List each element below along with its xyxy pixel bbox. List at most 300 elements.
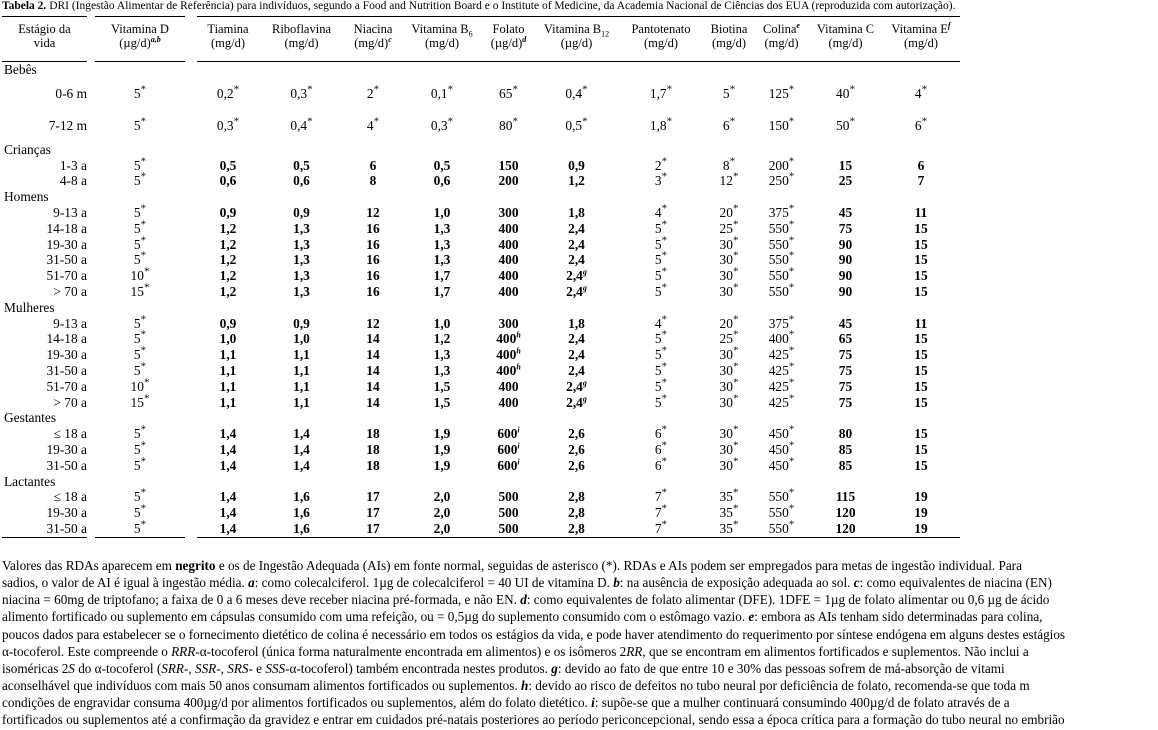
stage-cell: 51-70 a	[46, 268, 87, 284]
header-folate: Folato $(\mu g/d)^d$	[482, 17, 535, 62]
value-cell: 0,1*	[430, 83, 454, 101]
group-label: Crianças	[4, 141, 51, 157]
value-cell: 0,4*	[290, 115, 313, 133]
value-cell: 30*	[719, 439, 739, 457]
value-cell: 500	[498, 505, 519, 521]
ai-asterisk: *	[732, 360, 739, 373]
value-cell: 1,3	[433, 220, 451, 236]
ai-asterisk: *	[140, 83, 147, 96]
value-cell: 600$^i$	[497, 457, 520, 473]
ai-asterisk: *	[512, 115, 518, 128]
stage-cell: > 70 a	[53, 394, 87, 410]
value-cell: 85	[838, 441, 853, 457]
footnote-marker: g	[582, 378, 587, 388]
stage-cell: ≤ 18 a	[53, 489, 87, 505]
value-cell: 375*	[768, 202, 795, 220]
value-cell: 2,0	[433, 505, 451, 521]
value-cell: 1,6	[259, 521, 344, 537]
value-cell: 550*	[768, 502, 795, 521]
ai-asterisk: *	[732, 328, 739, 341]
stage-cell: ≤ 18 a	[53, 426, 87, 442]
value-cell: 550*	[768, 281, 795, 299]
ai-asterisk: *	[788, 155, 795, 168]
ai-asterisk: *	[447, 83, 454, 96]
value-cell: 120	[809, 521, 882, 537]
value-cell: 600$^i$	[497, 425, 520, 442]
ai-asterisk: *	[729, 83, 736, 96]
value-cell: 300	[498, 315, 519, 331]
value-cell: 4*	[654, 313, 668, 331]
ai-asterisk: *	[732, 202, 739, 215]
value-cell: 1,1	[293, 362, 310, 378]
ai-asterisk: *	[788, 328, 795, 341]
value-cell: 0,9	[219, 204, 237, 220]
value-cell: 1,7*	[649, 83, 673, 101]
ai-asterisk: *	[140, 218, 147, 231]
table-row	[2, 521, 960, 537]
value-cell: 15	[914, 457, 928, 473]
value-cell: 5*	[133, 234, 147, 252]
ai-asterisk: *	[140, 344, 147, 357]
value-cell: 18	[366, 457, 380, 473]
ai-asterisk: *	[373, 115, 380, 128]
footnote-line: sadios, o valor de AI é igual à ingestão média. a: como colecalciferol. 1µg de colecalciferol = 40 UI de vitamina D. b: na ausência de exposição adequada ao sol. c: como equivalentes de niacina (EN)	[2, 575, 1052, 591]
value-cell: 500	[498, 489, 519, 505]
value-cell: 5*	[133, 328, 147, 347]
value-cell: 1,3	[433, 236, 451, 252]
ai-asterisk: *	[582, 83, 588, 96]
value-cell: 17	[344, 521, 402, 537]
value-cell: 30*	[719, 344, 739, 363]
ai-asterisk: *	[661, 249, 668, 262]
ai-asterisk: *	[788, 502, 795, 515]
ai-asterisk: *	[788, 486, 795, 499]
value-cell: 200	[498, 173, 519, 189]
value-cell: 1,3	[433, 362, 451, 378]
value-cell: 5*	[654, 265, 668, 284]
ai-asterisk: *	[788, 281, 795, 294]
value-cell: 425*	[768, 360, 795, 378]
footnote-line: poucos dados para estabelecer se o fornecimento dietético de colina é necessário em todos os estágios da vida, e pode haver atendimento do requerimento por síntese endógena em alguns destes estágios	[2, 626, 1066, 642]
value-cell: 1,9	[433, 457, 451, 473]
header-vitamin-c: Vitamina C (mg/d)	[809, 17, 882, 62]
value-cell: 2,4$^g$	[566, 267, 587, 284]
ai-asterisk: *	[788, 170, 795, 183]
value-cell: 600$^i$	[497, 441, 520, 457]
ai-asterisk: *	[788, 265, 795, 278]
value-cell: 2,4$^g$	[566, 283, 587, 299]
ai-asterisk: *	[729, 115, 736, 128]
table-caption	[2, 0, 956, 12]
value-cell: 400$^h$	[496, 346, 521, 363]
value-cell: 5*	[654, 234, 668, 252]
value-cell: 0,3*	[430, 115, 454, 133]
ai-asterisk: *	[921, 115, 928, 128]
value-cell: 1,4	[219, 441, 237, 457]
stage-cell: 0-6 m	[55, 85, 87, 101]
value-cell: 1,2	[568, 173, 585, 189]
ai-asterisk: *	[661, 202, 668, 215]
footnote-marker: i	[517, 425, 520, 435]
value-cell: 1,6	[293, 505, 310, 521]
value-cell: 550*	[768, 265, 795, 284]
value-cell: 14	[366, 378, 380, 394]
value-cell: 15	[914, 441, 928, 457]
value-cell: 1,4	[219, 505, 237, 521]
stage-cell: 19-30 a	[46, 347, 87, 363]
value-cell: 5*	[654, 218, 668, 236]
value-cell: 1,2	[219, 236, 237, 252]
header-stage: Estágio da vida	[2, 17, 87, 62]
value-cell: 1,2	[433, 331, 451, 347]
ai-asterisk: *	[732, 344, 739, 357]
value-cell: 17	[366, 489, 380, 505]
value-cell: 500	[482, 521, 535, 537]
value-cell: 1,4	[293, 457, 310, 473]
value-cell: 1,4	[219, 489, 237, 505]
ai-asterisk: *	[788, 439, 795, 452]
value-cell: 11	[914, 204, 928, 220]
ai-asterisk: *	[233, 83, 240, 96]
value-cell: 30*	[719, 281, 739, 299]
value-cell: 400	[498, 220, 519, 236]
value-cell: 2,4$^g$	[566, 394, 587, 410]
ai-asterisk: *	[729, 155, 736, 168]
table-row	[2, 78, 960, 110]
ai-asterisk: *	[140, 486, 147, 499]
value-cell: 35*	[704, 521, 754, 537]
table-row	[2, 284, 960, 300]
value-cell: 1,8	[568, 204, 585, 220]
value-cell: 1,4	[197, 521, 259, 537]
value-cell: 5*	[133, 249, 147, 268]
value-cell: 5*	[133, 218, 147, 236]
value-cell: 0,9	[293, 204, 310, 220]
value-cell: 1,3	[293, 252, 310, 268]
value-cell: 1,9	[433, 441, 451, 457]
value-cell: 40*	[836, 83, 855, 101]
value-cell: 0,2*	[216, 83, 240, 101]
value-cell: 10*	[130, 265, 150, 284]
ai-asterisk: *	[666, 83, 673, 96]
value-cell: 0,3*	[216, 115, 240, 133]
value-cell: 400	[498, 378, 519, 394]
value-cell: 120	[835, 505, 856, 521]
value-cell: 1,5	[433, 394, 451, 410]
ai-asterisk: *	[661, 170, 668, 183]
value-cell: 15	[914, 378, 928, 394]
value-cell: 1,4	[219, 457, 237, 473]
value-cell: 4*	[914, 83, 928, 101]
ai-asterisk: *	[732, 249, 739, 262]
value-cell: 1,1	[219, 378, 237, 394]
stage-cell: 9-13 a	[53, 315, 87, 331]
value-cell: 2,8	[568, 489, 585, 505]
value-cell: 30*	[719, 376, 739, 394]
value-cell: 425*	[768, 344, 795, 363]
value-cell: 1,3	[293, 236, 310, 252]
ai-asterisk: *	[582, 115, 588, 128]
ai-asterisk: *	[661, 486, 668, 499]
ai-asterisk: *	[661, 439, 668, 452]
caption-text: DRI (Ingestão Alimentar de Referência) para indivíduos, segundo a Food and Nutrition Board e o Institute of Medicine, da Academia Nacional de Ciências dos EUA (reproduzida com autorização).	[46, 0, 956, 12]
ai-asterisk: *	[788, 202, 795, 215]
value-cell: 15	[914, 236, 928, 252]
value-cell: 30*	[719, 234, 739, 252]
header-row	[2, 17, 960, 62]
caption-label: Tabela 2.	[2, 0, 47, 12]
ai-asterisk: *	[233, 115, 240, 128]
stage-cell: 14-18 a	[46, 331, 87, 347]
value-cell: 80	[838, 426, 853, 442]
ai-asterisk: *	[732, 218, 739, 231]
stage-cell: 9-13 a	[53, 204, 87, 220]
value-cell: 1,0	[219, 331, 237, 347]
value-cell: 5*	[654, 328, 668, 347]
ai-asterisk: *	[143, 376, 150, 389]
value-cell: 2,4	[568, 236, 585, 252]
value-cell: 425*	[768, 392, 795, 410]
value-cell: 45	[838, 315, 853, 331]
value-cell: 5*	[722, 83, 736, 101]
header-thiamin: Tiamina (mg/d)	[197, 17, 259, 62]
value-cell: 0,5	[433, 157, 451, 173]
value-cell: 0,5	[219, 157, 237, 173]
stage-cell: 14-18 a	[46, 220, 87, 236]
value-cell: 75	[838, 362, 853, 378]
value-cell: 45	[838, 204, 853, 220]
value-cell: 2,8	[535, 521, 618, 537]
ai-asterisk: *	[140, 170, 147, 183]
value-cell: 5*	[133, 202, 147, 220]
value-cell: 6	[917, 157, 925, 173]
stage-cell: 31-50 a	[2, 521, 87, 537]
ai-asterisk: *	[661, 281, 668, 294]
value-cell: 15	[914, 252, 928, 268]
value-cell: 15	[914, 347, 928, 363]
value-cell: 19	[914, 489, 928, 505]
value-cell: 1,1	[293, 347, 310, 363]
value-cell: 5*	[133, 423, 147, 442]
header-choline: Colina$^e$ (mg/d)	[754, 17, 809, 62]
value-cell: 25*	[719, 328, 739, 347]
stage-cell: 31-50 a	[46, 362, 87, 378]
value-cell: 1,8*	[649, 115, 673, 133]
footnote-line: condições de engravidar consuma 400µg/d por alimentos fortificados ou suplementos, além do folato dietético. i: supõe-se que a mulher continuará consumindo 400µg/d de folato através de a	[2, 695, 1010, 711]
value-cell: 5*	[133, 502, 147, 521]
header-vitamin-b12: Vitamina $B_{12}$ (µg/d)	[535, 17, 618, 62]
value-cell: 125*	[768, 83, 795, 101]
value-cell: 4*	[366, 115, 380, 133]
value-cell: 16	[366, 236, 380, 252]
value-cell: 19	[882, 521, 960, 537]
value-cell: 75	[838, 347, 853, 363]
value-cell: 85	[838, 457, 853, 473]
footnote-marker: g	[582, 267, 587, 277]
ai-asterisk: *	[788, 115, 795, 128]
value-cell: 7*	[654, 502, 668, 521]
footnote-marker: h	[516, 346, 521, 356]
ai-asterisk: *	[788, 313, 795, 326]
ai-asterisk: *	[143, 265, 150, 278]
value-cell: 400*	[768, 328, 795, 347]
value-cell: 1,3	[293, 283, 310, 299]
value-cell: 6*	[654, 423, 668, 442]
value-cell: 5*	[133, 360, 147, 378]
value-cell: 15	[914, 268, 928, 284]
value-cell: 0,9	[568, 157, 585, 173]
table-row	[2, 395, 960, 411]
ai-asterisk: *	[140, 328, 147, 341]
value-cell: 550*	[768, 218, 795, 236]
value-cell: 400	[498, 252, 519, 268]
ai-asterisk: *	[661, 328, 668, 341]
value-cell: 0,6	[293, 173, 310, 189]
ai-asterisk: *	[788, 234, 795, 247]
ai-asterisk: *	[732, 234, 739, 247]
table-body	[2, 62, 960, 538]
stage-cell: 31-50 a	[46, 457, 87, 473]
value-cell: 7*	[654, 486, 668, 505]
value-cell: 1,3	[293, 268, 310, 284]
ai-asterisk: *	[512, 83, 518, 96]
dri-table	[2, 16, 960, 538]
value-cell: 20*	[719, 313, 739, 331]
ai-asterisk: *	[143, 281, 150, 294]
footnote-line: α-tocoferol. Este compreende o RRR-α-tocoferol (única forma naturalmente encontrada em alimentos) e os isômeros 2RR, que se encontram em alimentos fortificados e suplementos. Não inclui a	[2, 643, 1029, 659]
value-cell: 1,2	[219, 283, 237, 299]
value-cell: 2,6	[568, 441, 585, 457]
ai-asterisk: *	[732, 313, 739, 326]
value-cell: 7*	[618, 521, 704, 537]
value-cell: 1,2	[219, 268, 237, 284]
value-cell: 6*	[654, 439, 668, 457]
value-cell: 2,4	[568, 252, 585, 268]
value-cell: 5*	[133, 83, 147, 101]
value-cell: 550*	[754, 521, 809, 537]
ai-asterisk: *	[140, 313, 147, 326]
value-cell: 14	[366, 362, 380, 378]
ai-asterisk: *	[140, 155, 147, 168]
group-label: Gestantes	[4, 410, 57, 426]
ai-asterisk: *	[661, 218, 668, 231]
ai-asterisk: *	[140, 439, 147, 452]
value-cell: 15*	[130, 392, 150, 410]
value-cell: 15	[838, 157, 853, 173]
value-cell: 8	[369, 173, 377, 189]
ai-asterisk: *	[307, 83, 313, 96]
table-row	[2, 173, 960, 189]
ai-asterisk: *	[661, 376, 668, 389]
value-cell: 5*	[654, 344, 668, 363]
value-cell: 1,7	[433, 283, 451, 299]
ai-asterisk: *	[732, 518, 739, 531]
footnote-line: aconselhável que indivíduos com mais 50 anos consumam alimentos fortificados ou suplementos. h: devido ao risco de defeitos no tubo neural por deficiência de folato, recomenda-se que toda m	[2, 677, 1030, 693]
value-cell: 5*	[133, 170, 147, 189]
ai-asterisk: *	[732, 170, 739, 183]
ai-asterisk: *	[732, 455, 739, 468]
value-cell: 1,2	[219, 220, 237, 236]
stage-cell: 4-8 a	[59, 173, 87, 189]
ai-asterisk: *	[788, 376, 795, 389]
value-cell: 18	[366, 426, 380, 442]
ai-asterisk: *	[732, 265, 739, 278]
value-cell: 6	[369, 157, 377, 173]
value-cell: 12	[366, 315, 380, 331]
value-cell: 2,0	[433, 489, 451, 505]
ai-asterisk: *	[921, 83, 928, 96]
ai-asterisk: *	[732, 376, 739, 389]
value-cell: 16	[366, 220, 380, 236]
value-cell: 16	[366, 283, 380, 299]
value-cell: 12*	[719, 170, 739, 189]
value-cell: 15	[914, 426, 928, 442]
value-cell: 1,3	[433, 252, 451, 268]
stage-cell: 19-30 a	[46, 505, 87, 521]
group-label: Mulheres	[4, 299, 55, 315]
value-cell: 400$^h$	[496, 330, 521, 347]
value-cell: 25	[838, 173, 853, 189]
header-riboflavin: Riboflavina (mg/d)	[259, 17, 344, 62]
header-vitamin-d: Vitamina D $(\mu g/d)^{a,b}$	[95, 17, 185, 62]
ai-asterisk: *	[140, 115, 147, 128]
ai-asterisk: *	[140, 455, 147, 468]
value-cell: 17	[366, 505, 380, 521]
value-cell: 550*	[768, 486, 795, 505]
value-cell: 65	[838, 331, 853, 347]
value-cell: 14	[366, 394, 380, 410]
footnote-line: Valores das RDAs aparecem em negrito e os de Ingestão Adequada (AIs) em fonte normal, seguidas de asterisco (*). RDAs e AIs podem ser empregados para metas de ingestão individual. Para	[2, 558, 1022, 573]
value-cell: 0,5	[293, 157, 310, 173]
ai-asterisk: *	[661, 313, 668, 326]
value-cell: 30*	[719, 249, 739, 268]
value-cell: 3*	[654, 170, 668, 189]
ai-asterisk: *	[140, 423, 147, 436]
ai-asterisk: *	[732, 502, 739, 515]
footnote-marker: i	[517, 441, 520, 451]
value-cell: 2*	[366, 83, 380, 101]
value-cell: 375*	[768, 313, 795, 331]
value-cell: 1,3	[293, 220, 310, 236]
value-cell: 90	[838, 268, 853, 284]
value-cell: 5*	[133, 155, 147, 173]
ai-asterisk: *	[732, 281, 739, 294]
footnote-line: fortificados ou suplementos até a confirmação da gravidez e entrar em cuidados pré-natais posteriores ao período periconcepcional, sendo essa a época crítica para a formação do tubo neural no embrião	[2, 712, 1065, 728]
ai-asterisk: *	[788, 423, 795, 436]
value-cell: 15*	[130, 281, 150, 299]
value-cell: 15	[914, 394, 928, 410]
ai-asterisk: *	[661, 455, 668, 468]
ai-asterisk: *	[661, 344, 668, 357]
stage-cell: 51-70 a	[46, 378, 87, 394]
value-cell: 5*	[654, 376, 668, 394]
value-cell: 75	[838, 220, 853, 236]
value-cell: 1,0	[293, 331, 310, 347]
table-row	[2, 110, 960, 142]
ai-asterisk: *	[661, 392, 668, 405]
value-cell: 550*	[768, 249, 795, 268]
value-cell: 115	[835, 489, 856, 505]
value-cell: 5*	[133, 344, 147, 363]
value-cell: 5*	[133, 313, 147, 331]
ai-asterisk: *	[788, 218, 795, 231]
ai-asterisk: *	[788, 360, 795, 373]
value-cell: 30*	[719, 360, 739, 378]
group-label: Lactantes	[4, 473, 56, 489]
value-cell: 75	[838, 378, 853, 394]
value-cell: 75	[838, 394, 853, 410]
ai-asterisk: *	[140, 234, 147, 247]
